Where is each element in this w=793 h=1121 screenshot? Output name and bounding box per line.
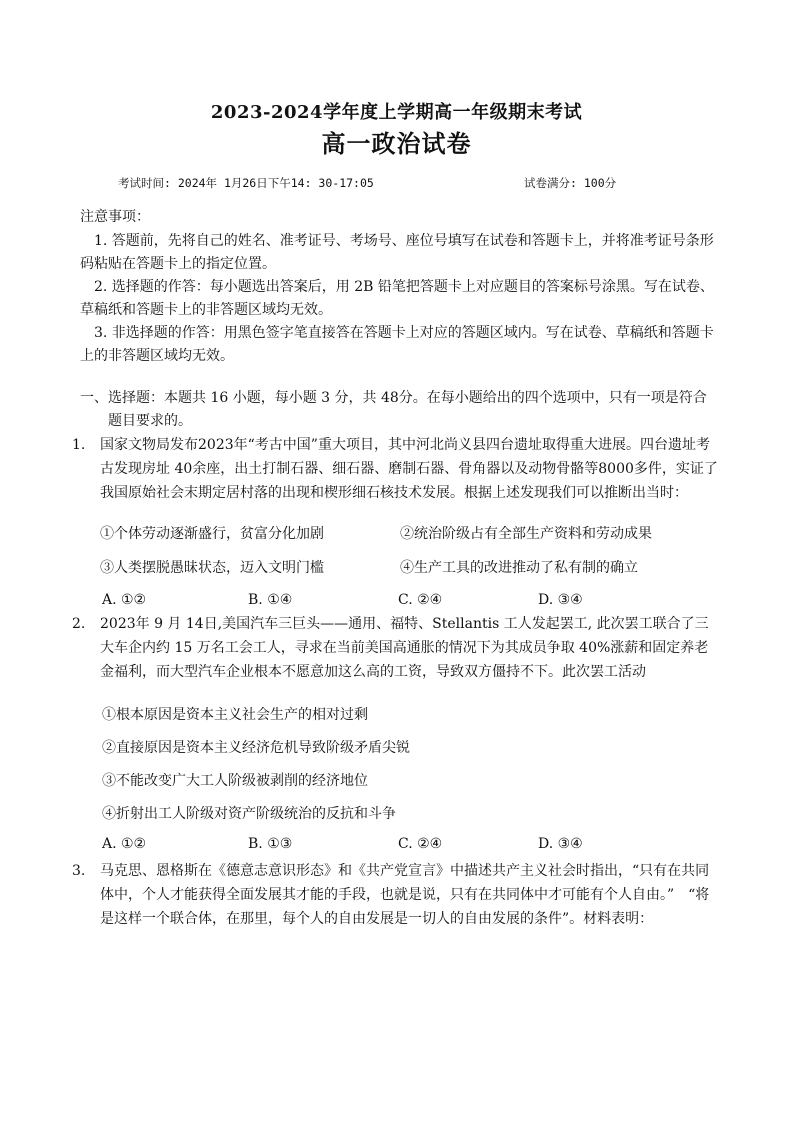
question-number: 3. bbox=[72, 863, 86, 879]
statement: ①个体劳动逐渐盛行，贫富分化加剧 bbox=[100, 526, 324, 542]
note-item: 1. 答题前，先将自己的姓名、准考证号、考场号、座位号填写在试卷和答题卡上，并将准考证号条形码粘贴在答题卡上的指定位置。 bbox=[80, 233, 714, 272]
question-2 bbox=[72, 612, 722, 684]
choice-a: A. ①② bbox=[102, 592, 147, 608]
choice-b: B. ①④ bbox=[248, 592, 293, 608]
statement: ②直接原因是资本主义经济危机导致阶级矛盾尖锐 bbox=[102, 740, 410, 756]
question-1 bbox=[72, 433, 722, 505]
statement: ②统治阶级占有全部生产资料和劳动成果 bbox=[400, 526, 652, 542]
question-stem: 2023年 9 月 14日,美国汽车三巨头——通用、福特、Stellantis 工人发起罢工, 此次罢工联合了三大车企内约 15 万名工会工人，寻求在当前美国高通胀的情况下为其成员争取 40%涨薪和固定养老金福利，而大型汽车企业根本不愿意加这么高的工资，导致双方僵持不下。此次罢工活动 bbox=[100, 616, 709, 680]
section-heading: 一、选择题：本题共 16 小题，每小题 3 分，共 48分。在每小题给出的四个选项中，只有一项是符合题目要求的。 bbox=[80, 390, 707, 429]
choice-a: A. ①② bbox=[102, 836, 147, 852]
choice-c: C. ②④ bbox=[398, 836, 443, 852]
choice-d: D. ③④ bbox=[538, 836, 583, 852]
note-item: 3. 非选择题的作答：用黑色签字笔直接答在答题卡上对应的答题区域内。写在试卷、草稿纸和答题卡上的非答题区域均无效。 bbox=[80, 325, 714, 364]
notes-list bbox=[80, 230, 720, 368]
statement: ④折射出工人阶级对资产阶级统治的反抗和斗争 bbox=[102, 806, 396, 822]
question-number: 1. bbox=[72, 437, 86, 453]
exam-title: 2023-2024学年度上学期高一年级期末考试 bbox=[210, 102, 583, 123]
statement: ③不能改变广大工人阶级被剥削的经济地位 bbox=[102, 773, 368, 789]
choice-d: D. ③④ bbox=[538, 592, 583, 608]
note-item: 2. 选择题的作答：每小题选出答案后，用 2B 铅笔把答题卡上对应题目的答案标号涂黑。写在试卷、草稿纸和答题卡上的非答题区域均无效。 bbox=[80, 279, 714, 318]
choice-b: B. ①③ bbox=[248, 836, 293, 852]
question-3 bbox=[72, 859, 722, 931]
question-stem: 马克思、恩格斯在《德意志意识形态》和《共产党宣言》中描述共产主义社会时指出，“只有在共同体中，个人才能获得全面发展其才能的手段，也就是说，只有在共同体中才可能有个人自由。” “将是这样一个联合体，在那里，每个人的自由发展是一切人的自由发展的条件”。材料表明： bbox=[100, 863, 710, 927]
statement: ④生产工具的改进推动了私有制的确立 bbox=[400, 560, 638, 576]
question-number: 2. bbox=[72, 616, 86, 632]
subject-title: 高一政治试卷 bbox=[321, 129, 472, 158]
question-stem: 国家文物局发布2023年“考古中国”重大项目，其中河北尚义县四台遗址取得重大进展。四台遗址考古发现房址 40余座，出土打制石器、细石器、磨制石器、骨角器以及动物骨骼等8000多件，实证了我国原始社会末期定居村落的出现和楔形细石核技术发展。根据上述发现我们可以推断出当时： bbox=[100, 437, 718, 501]
exam-time: 考试时间: 2024年 1月26日下午14: 30-17:05 bbox=[118, 176, 374, 190]
statement: ①根本原因是资本主义社会生产的相对过剩 bbox=[102, 707, 368, 723]
statement: ③人类摆脱愚昧状态，迈入文明门槛 bbox=[100, 560, 324, 576]
choice-c: C. ②④ bbox=[398, 592, 443, 608]
full-score: 试卷满分: 100分 bbox=[524, 176, 617, 190]
notes-heading: 注意事项： bbox=[80, 209, 150, 225]
